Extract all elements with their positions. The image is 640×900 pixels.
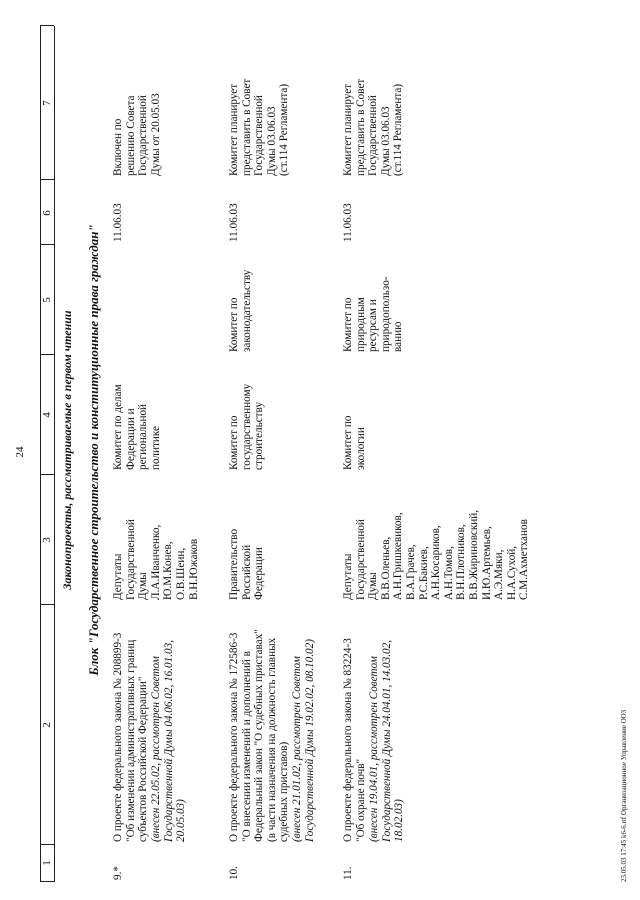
bill-author: Депутаты Государственной Думы Л.А.Иванченко, Ю.М.Конев, О.В.Шеин, В.Н.Южаков xyxy=(112,519,200,600)
block-title: Блок "Государственное строительство и конституционные права граждан" xyxy=(86,224,101,676)
col-sep xyxy=(40,604,54,605)
co-committee: Комитет по законодательству xyxy=(228,269,253,352)
bill-title: О проекте федерального закона № 172586-3 "О внесении изменений и дополнений в Федеральный закон "О судебных приставах" (в части назначения на должность главных судебных приставов) xyxy=(228,629,291,842)
row-number: 11. xyxy=(342,866,354,880)
bill-title: О проекте федерального закона № 208899-3 "Об изменении административных границ субъектов Российской Федерации" xyxy=(112,632,150,842)
col-sep xyxy=(40,881,54,882)
page-footer: 23.05.03 17:45 k6-6.rtf Организационное Управление ООЗ xyxy=(620,709,628,882)
status-note: Комитет планирует представить в Совет Государственной Думы 03.06.03 (ст.114 Регламента) xyxy=(342,78,405,176)
responsible-committee: Комитет по государственному строительству xyxy=(228,383,266,470)
row-number: 10. xyxy=(228,866,240,880)
column-number-2: 2 xyxy=(41,722,53,728)
col-sep xyxy=(40,474,54,475)
column-number-6: 6 xyxy=(41,210,53,216)
status-note: Комитет планирует представить в Совет Государственной Думы 03.06.03 (ст.114 Регламента) xyxy=(228,78,291,176)
page-number: 24 xyxy=(14,446,26,458)
bill-note: (внесен 22.05.02, рассмотрен Советом Государственной Думы 04.06.02, 16.01.03, 20.05.03) xyxy=(150,639,188,842)
col-sep xyxy=(40,844,54,845)
responsible-committee: Комитет по делам Федерации и региональной политике xyxy=(112,384,162,470)
review-date: 11.06.03 xyxy=(228,203,240,242)
section-title: Законопроекты, рассматриваемые в первом чтении xyxy=(60,310,74,590)
bill-note: (внесен 19.04.01, рассмотрен Советом Государственной Думы 24.04.01, 14.03.02, 18.02.03) xyxy=(368,639,406,842)
bill-author: Депутаты Государственной Думы В.В.Оленьев, А.Н.Гришкевиков, В.А.Грачев, Р.С.Бакиев, А.Н.Косариков, А.Н.Томов, В.Н.Плотников, В.В.Жириновский, И.Ю.Артемьев, А.Э.Мяки, Н.А.Сухой, С.М.Ахметханов xyxy=(342,509,531,600)
review-date: 11.06.03 xyxy=(342,203,354,242)
bill-title: О проекте федерального закона № 83224-3 "Об охране почв" xyxy=(342,638,367,842)
column-number-4: 4 xyxy=(41,412,53,418)
table-top-border xyxy=(40,26,41,882)
header-bottom-border xyxy=(54,26,55,882)
row-number: 9.* xyxy=(112,866,124,880)
review-date: 11.06.03 xyxy=(112,203,124,242)
col-sep xyxy=(40,354,54,355)
col-sep xyxy=(40,244,54,245)
status-note: Включен по решению Совета Государственной Думы от 20.05.03 xyxy=(112,93,162,176)
column-number-7: 7 xyxy=(41,100,53,106)
bill-note: (внесен 21.01.02, рассмотрен Советом Государственной Думы 19.02.02, 08.10.02) xyxy=(291,639,316,842)
bill-author: Правительство Российской Федерации xyxy=(228,528,266,600)
col-sep xyxy=(40,179,54,180)
column-number-5: 5 xyxy=(41,297,53,303)
responsible-committee: Комитет по экологии xyxy=(342,415,367,470)
col-sep xyxy=(40,25,54,26)
column-number-3: 3 xyxy=(41,537,53,543)
co-committee: Комитет по природным ресурсам и природопользо- ванию xyxy=(342,276,405,352)
column-number-1: 1 xyxy=(41,860,53,866)
